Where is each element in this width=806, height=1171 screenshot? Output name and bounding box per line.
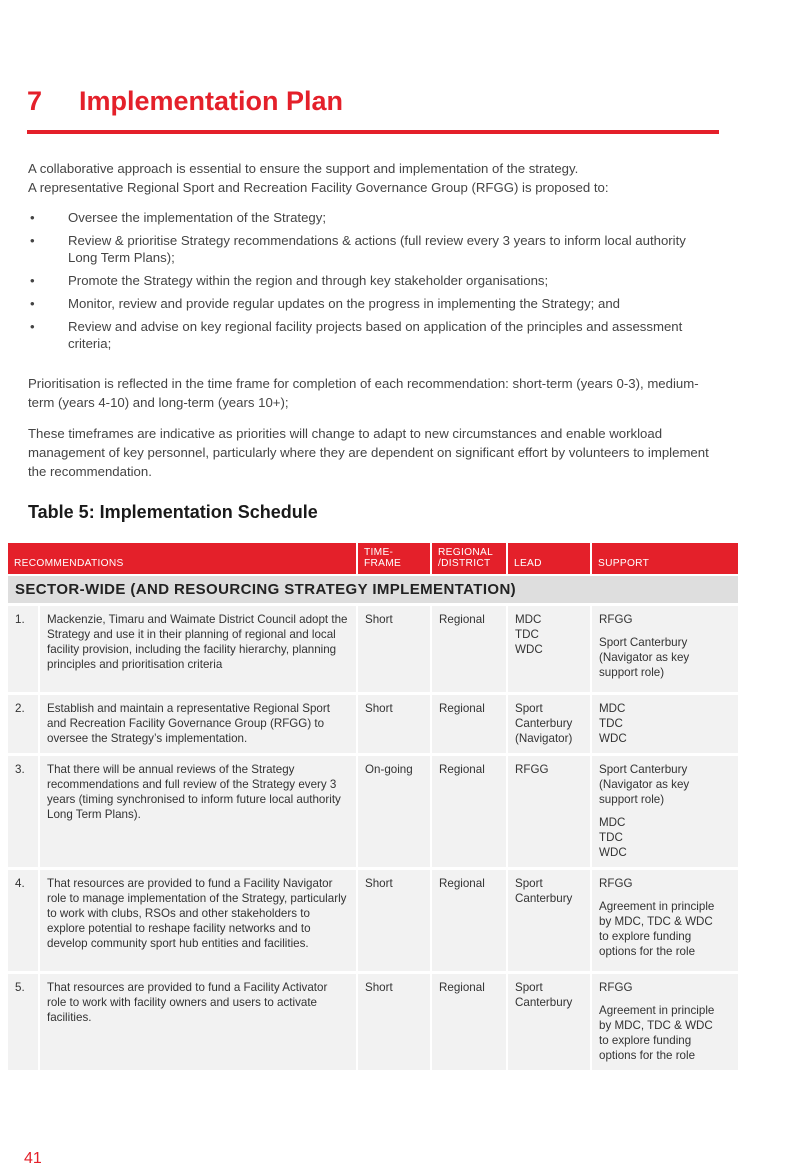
support-cell bbox=[592, 603, 738, 692]
list-item-text: Review and advise on key regional facility projects based on application of the principles and assessment criteria; bbox=[68, 319, 683, 351]
support-line: by MDC, TDC & WDC bbox=[599, 1019, 713, 1032]
support-line: TDC bbox=[599, 831, 623, 844]
lead-line: Canterbury bbox=[515, 717, 573, 730]
timeframe-cell: Short bbox=[358, 971, 432, 1070]
recommendation-cell: Establish and maintain a representative Regional Sport and Recreation Facility Governance Group (RFGG) to oversee the Strategy’s implementation. bbox=[40, 692, 358, 753]
lead-line: (Navigator) bbox=[515, 732, 573, 745]
support-line: options for the role bbox=[599, 1049, 696, 1062]
timeframe-cell: Short bbox=[358, 867, 432, 971]
lead-line: RFGG bbox=[515, 763, 549, 776]
regional-cell: Regional bbox=[432, 692, 508, 753]
regional-cell: Regional bbox=[432, 971, 508, 1070]
recommendation-cell: That resources are provided to fund a Facility Activator role to work with facility owners and users to activate facilities. bbox=[40, 971, 358, 1070]
list-item-text: Review & prioritise Strategy recommendations & actions (full review every 3 years to inform local authority Long Term Plans); bbox=[68, 233, 686, 265]
support-cell bbox=[592, 867, 738, 971]
lead-line: TDC bbox=[515, 628, 539, 641]
table-row bbox=[8, 603, 738, 692]
regional-cell: Regional bbox=[432, 753, 508, 867]
support-cell bbox=[592, 692, 738, 753]
list-item bbox=[28, 318, 718, 352]
list-item-text: Oversee the implementation of the Strategy; bbox=[68, 210, 327, 225]
support-line: TDC bbox=[599, 717, 623, 730]
support-line: (Navigator as key bbox=[599, 651, 690, 664]
lead-line: WDC bbox=[515, 643, 543, 656]
lead-cell bbox=[508, 692, 592, 753]
lead-cell bbox=[508, 753, 592, 867]
support-line: to explore funding bbox=[599, 1034, 692, 1047]
lead-line: MDC bbox=[515, 613, 542, 626]
support-line: Sport Canterbury bbox=[599, 636, 688, 649]
lead-cell bbox=[508, 603, 592, 692]
table-row bbox=[8, 692, 738, 753]
list-item bbox=[28, 295, 718, 312]
recommendation-cell: Mackenzie, Timaru and Waimate District Council adopt the Strategy and use it in their planning of regional and local facility provision, including the facility hierarchy, planning principles and prioritisation criteria bbox=[40, 603, 358, 692]
recommendation-cell: That resources are provided to fund a Facility Navigator role to manage implementation of the Strategy, particularly to work with clubs, RSOs and other stakeholders to explore potential to reshape facility networks and to develop community sport hub entities and facilities. bbox=[40, 867, 358, 971]
section-row bbox=[8, 574, 738, 603]
support-line: to explore funding bbox=[599, 930, 692, 943]
regional-cell: Regional bbox=[432, 603, 508, 692]
recommendation-cell: That there will be annual reviews of the Strategy recommendations and full review of the Strategy every 3 years (timing synchronised to inform future local authority Long Term Plans). bbox=[40, 753, 358, 867]
support-line: MDC bbox=[599, 702, 626, 715]
header-timeframe bbox=[358, 543, 432, 574]
intro-line: A collaborative approach is essential to ensure the support and implementation of the strategy. bbox=[28, 161, 579, 176]
row-number: 4. bbox=[8, 867, 40, 971]
table-header-row bbox=[8, 543, 738, 574]
list-item bbox=[28, 209, 718, 226]
bullet-icon: • bbox=[30, 296, 35, 311]
lead-line: Canterbury bbox=[515, 892, 573, 905]
section-title: Implementation Plan bbox=[79, 86, 344, 116]
support-line: RFGG bbox=[599, 877, 633, 890]
timeframe-cell: Short bbox=[358, 603, 432, 692]
lead-cell bbox=[508, 971, 592, 1070]
row-number: 1. bbox=[8, 603, 40, 692]
section-number: 7 bbox=[27, 86, 43, 116]
list-item-text: Monitor, review and provide regular updates on the progress in implementing the Strategy; and bbox=[68, 296, 620, 311]
lead-line: Sport bbox=[515, 981, 543, 994]
list-item bbox=[28, 272, 718, 289]
support-cell bbox=[592, 971, 738, 1070]
support-line: support role) bbox=[599, 793, 665, 806]
lead-cell bbox=[508, 867, 592, 971]
support-line: (Navigator as key bbox=[599, 778, 690, 791]
header-lead: LEAD bbox=[508, 543, 592, 574]
timeframes-paragraph: These timeframes are indicative as priorities will change to adapt to new circumstances and enable workload management of key personnel, particularly where they are dependent on significant effort by volunteers to implement the recommendation. bbox=[28, 426, 709, 479]
header-support: SUPPORT bbox=[592, 543, 738, 574]
header-timeframe-line: FRAME bbox=[364, 558, 402, 569]
section-title-cell: SECTOR-WIDE (AND RESOURCING STRATEGY IMPLEMENTATION) bbox=[8, 574, 738, 603]
table-title: Table 5: Implementation Schedule bbox=[28, 502, 318, 522]
timeframe-cell: Short bbox=[358, 692, 432, 753]
support-line: Agreement in principle bbox=[599, 900, 715, 913]
row-number: 5. bbox=[8, 971, 40, 1070]
support-line: options for the role bbox=[599, 945, 696, 958]
table-row bbox=[8, 867, 738, 971]
regional-cell: Regional bbox=[432, 867, 508, 971]
table-row bbox=[8, 753, 738, 867]
lead-line: Sport bbox=[515, 702, 543, 715]
timeframe-cell: On-going bbox=[358, 753, 432, 867]
table-row bbox=[8, 971, 738, 1070]
lead-line: Sport bbox=[515, 877, 543, 890]
list-item bbox=[28, 232, 718, 266]
support-line: WDC bbox=[599, 732, 627, 745]
support-cell bbox=[592, 753, 738, 867]
support-line: RFGG bbox=[599, 613, 633, 626]
row-number: 2. bbox=[8, 692, 40, 753]
support-line: RFGG bbox=[599, 981, 633, 994]
header-regional-line: /DISTRICT bbox=[438, 558, 491, 569]
page-number: 41 bbox=[24, 1150, 42, 1167]
support-line: support role) bbox=[599, 666, 665, 679]
list-item-text: Promote the Strategy within the region and through key stakeholder organisations; bbox=[68, 273, 549, 288]
support-line: Sport Canterbury bbox=[599, 763, 688, 776]
header-regional bbox=[432, 543, 508, 574]
header-timeframe-line: TIME- bbox=[364, 547, 394, 558]
support-line: MDC bbox=[599, 816, 626, 829]
section-heading bbox=[27, 84, 719, 134]
prioritisation-paragraph: Prioritisation is reflected in the time frame for completion of each recommendation: short-term (years 0-3), medium-term (years 4-10) and long-term (years 10+); bbox=[28, 376, 699, 410]
row-number: 3. bbox=[8, 753, 40, 867]
intro-text bbox=[28, 159, 718, 197]
support-line: by MDC, TDC & WDC bbox=[599, 915, 713, 928]
implementation-schedule-table bbox=[8, 543, 738, 1070]
header-regional-line: REGIONAL bbox=[438, 547, 494, 558]
bullet-icon: • bbox=[30, 233, 35, 248]
lead-line: Canterbury bbox=[515, 996, 573, 1009]
bullet-icon: • bbox=[30, 210, 35, 225]
intro-line: A representative Regional Sport and Recreation Facility Governance Group (RFGG) is proposed to: bbox=[28, 180, 609, 195]
rfgg-duties-list bbox=[28, 209, 718, 358]
bullet-icon: • bbox=[30, 319, 35, 334]
bullet-icon: • bbox=[30, 273, 35, 288]
support-line: Agreement in principle bbox=[599, 1004, 715, 1017]
header-recommendations: RECOMMENDATIONS bbox=[8, 543, 358, 574]
support-line: WDC bbox=[599, 846, 627, 859]
